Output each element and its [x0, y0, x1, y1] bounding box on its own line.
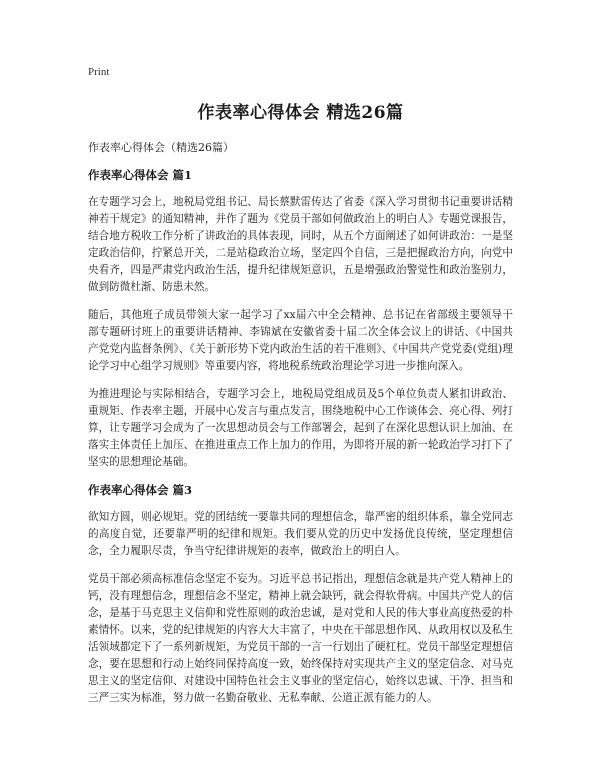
section-heading: 作表率心得体会 篇1: [88, 168, 193, 182]
document-subtitle: 作表率心得体会（精选26篇）: [88, 141, 234, 154]
section-1: [88, 167, 513, 471]
paragraph: 欲知方圆，则必规矩。党的团结统一要靠共同的理想信念，靠严密的组织体系，靠全党同志的高度自觉，还要靠严明的纪律和规矩。我们要从党的历史中发扬优良传统，坚定理想信念，全力履职尽责，争当守纪律讲规矩的表率，做政治上的明白人。: [88, 511, 513, 557]
paragraph: 在专题学习会上，地税局党组书记、局长蔡默雷传达了省委《深入学习贯彻书记重要讲话精神若干规定》的通知精神，并作了题为《党员干部如何做政治上的明白人》专题党课报告，结合地方税收工作分析了讲政治的具体表现，同时，从五个方面阐述了如何讲政治：一是坚定政治信仰，拧紧总开关，二是站稳政治立场，坚定四个自信，三是把握政治方向，向党中央看齐，四是严肃党内政治生活，提升纪律规矩意识，五是增强政治警觉性和政治鉴别力，做到防微杜渐、防患未然。: [88, 196, 513, 293]
section-heading: 作表率心得体会 篇3: [88, 483, 193, 497]
print-link[interactable]: Print: [88, 66, 110, 78]
paragraph: 为推进理论与实际相结合，专题学习会上，地税局党组成员及5个单位负责人紧扣讲政治、重规矩、作表率主题，开展中心发言与重点发言，围绕地税中心工作谈体会、亮心得、列打算，让专题学习会成为了一次思想动员会与工作部署会，起到了在深化思想认识上加油、在落实主体责任上加压、在推进重点工作上加力的作用，为即将开展的新一轮政治学习打下了坚实的思想理论基础。: [88, 388, 513, 468]
document-page: [88, 66, 513, 718]
paragraph: 党员干部必须高标准信念坚定不妄为。习近平总书记指出，理想信念就是共产党人精神上的钙，没有理想信念，理想信念不坚定，精神上就会缺钙，就会得软骨病。中国共产党人的信念，是基于马克思主义信仰和党性原则的政治忠诚，是对党和人民的伟大事业高度热爱的朴素情怀。以来，党的纪律规矩的内容大大丰富了，中央在干部思想作风、从政用权以及私生活领域都定下了一系列新规矩，为党员干部的一言一行划出了硬杠杠。党员干部坚定理想信念，要在思想和行动上始终同保持高度一致，始终保持对实现共产主义的坚定信念、对马克思主义的坚定信仰、对建设中国特色社会主义事业的坚定信心，始终以忠诚、干净、担当和三严三实为标准，努力做一名勤奋敬业、无私奉献、公道正派有能力的人。: [88, 573, 513, 704]
page-title: 作表率心得体会 精选26篇: [197, 103, 404, 123]
section-3: [88, 482, 513, 707]
paragraph: 随后，其他班子成员带领大家一起学习了xx届六中全会精神、总书记在省部级主要领导干部专题研讨班上的重要讲话精神、李锦斌在安徽省委十届二次全体会议上的讲话、《中国共产党党内监督条例》、《关于新形势下党内政治生活的若干准则》、《中国共产党党委(党组)理论学习中心组学习规则》等重要内容，将地税系统政治理论学习进一步推向深入。: [88, 309, 513, 372]
